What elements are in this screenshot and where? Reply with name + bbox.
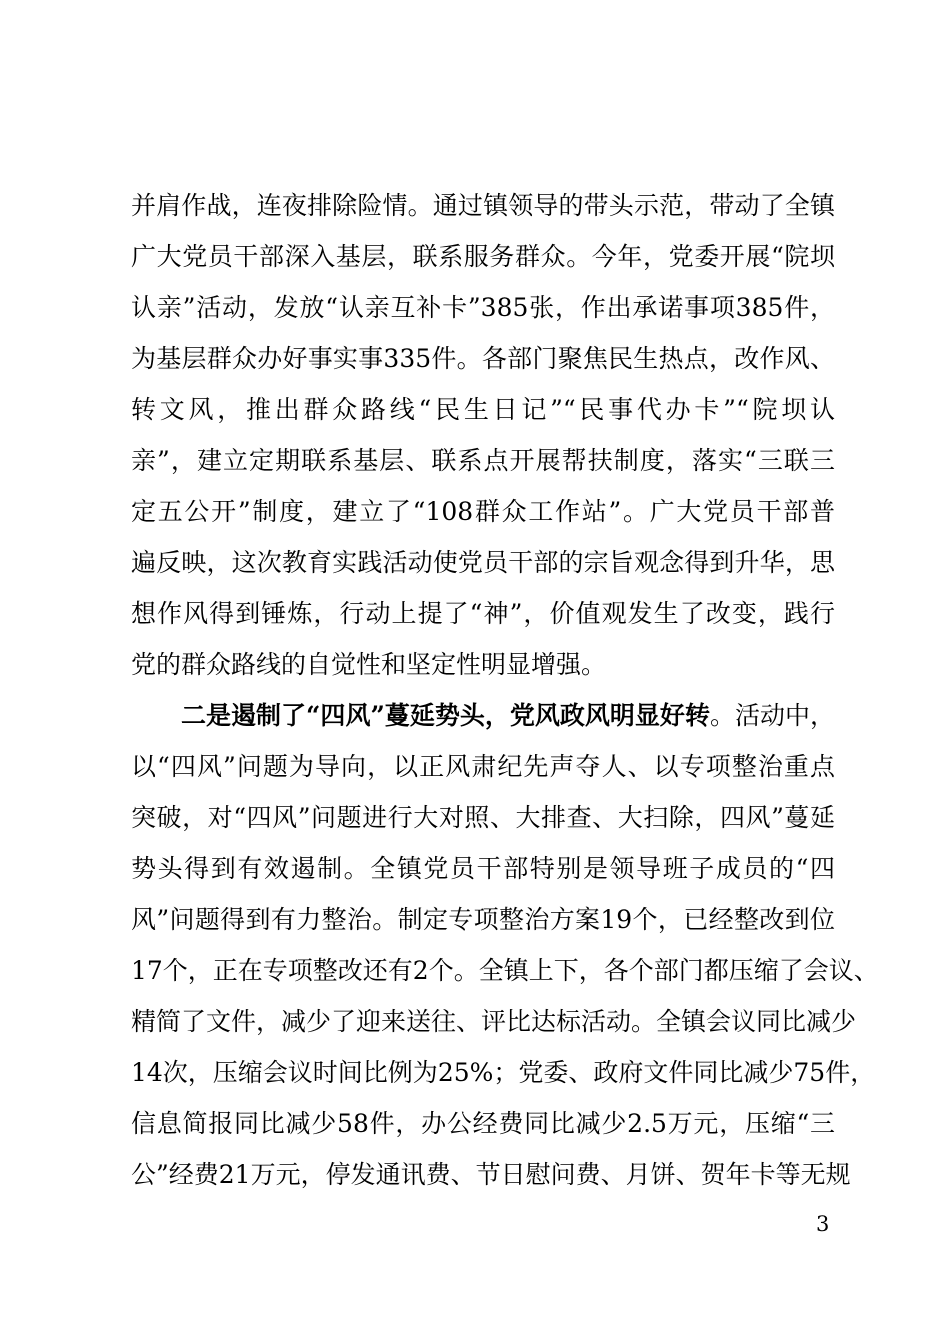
paragraph-2-line-2: 以“四风”问题为导向，以正风肃纪先声夺人、以专项整治重点 (131, 752, 835, 781)
paragraph-2-line-10: 公”经费21万元，停发通讯费、节日慰问费、月饼、贺年卡等无规 (131, 1160, 851, 1189)
paragraph-1-line-4: 为基层群众办好事实事335件。各部门聚焦民生热点，改作风、 (131, 344, 835, 373)
paragraph-2-line-8: 14次，压缩会议时间比例为25%；党委、政府文件同比减少75件， (131, 1058, 876, 1087)
paragraph-1-line-3: 认亲”活动，发放“认亲互补卡”385张，作出承诺事项385件， (131, 293, 835, 322)
paragraph-2-line-5: 风”问题得到有力整治。制定专项整治方案19个，已经整改到位 (131, 905, 835, 934)
paragraph-2-line-3: 突破，对“四风”问题进行大对照、大排查、大扫除，四风”蔓延 (131, 803, 835, 832)
paragraph-1-line-6: 亲”，建立定期联系基层、联系点开展帮扶制度，落实“三联三 (131, 446, 835, 475)
paragraph-2-line-9: 信息简报同比减少58件，办公经费同比减少2.5万元，压缩“三 (131, 1109, 835, 1138)
paragraph-1-line-1: 并肩作战，连夜排除险情。通过镇领导的带头示范，带动了全镇 (131, 191, 835, 220)
paragraph-2-first-line-rest: 。活动中， (709, 701, 835, 730)
paragraph-2-lead: 二是遏制了“四风”蔓延势头，党风政风明显好转 (181, 701, 710, 730)
page-number: 3 (816, 1212, 830, 1236)
paragraph-1-line-7: 定五公开”制度，建立了“108群众工作站”。广大党员干部普 (131, 497, 835, 526)
paragraph-1-line-5: 转文风，推出群众路线“民生日记”“民事代办卡”“院坝认 (131, 395, 835, 424)
paragraph-1-line-10: 党的群众路线的自觉性和坚定性明显增强。 (131, 650, 607, 679)
paragraph-1-line-8: 遍反映，这次教育实践活动使党员干部的宗旨观念得到升华，思 (131, 548, 835, 577)
paragraph-1-line-2: 广大党员干部深入基层，联系服务群众。今年，党委开展“院坝 (131, 242, 835, 271)
paragraph-2-line-6: 17个，正在专项整改还有2个。全镇上下，各个部门都压缩了会议、 (131, 956, 879, 985)
paragraph-2-line-4: 势头得到有效遏制。全镇党员干部特别是领导班子成员的“四 (131, 854, 835, 883)
paragraph-1-line-9: 想作风得到锤炼，行动上提了“神”，价值观发生了改变，践行 (131, 599, 835, 628)
paragraph-2-line-1 (181, 696, 835, 736)
paragraph-2-line-7: 精简了文件，减少了迎来送往、评比达标活动。全镇会议同比减少 (131, 1007, 857, 1036)
